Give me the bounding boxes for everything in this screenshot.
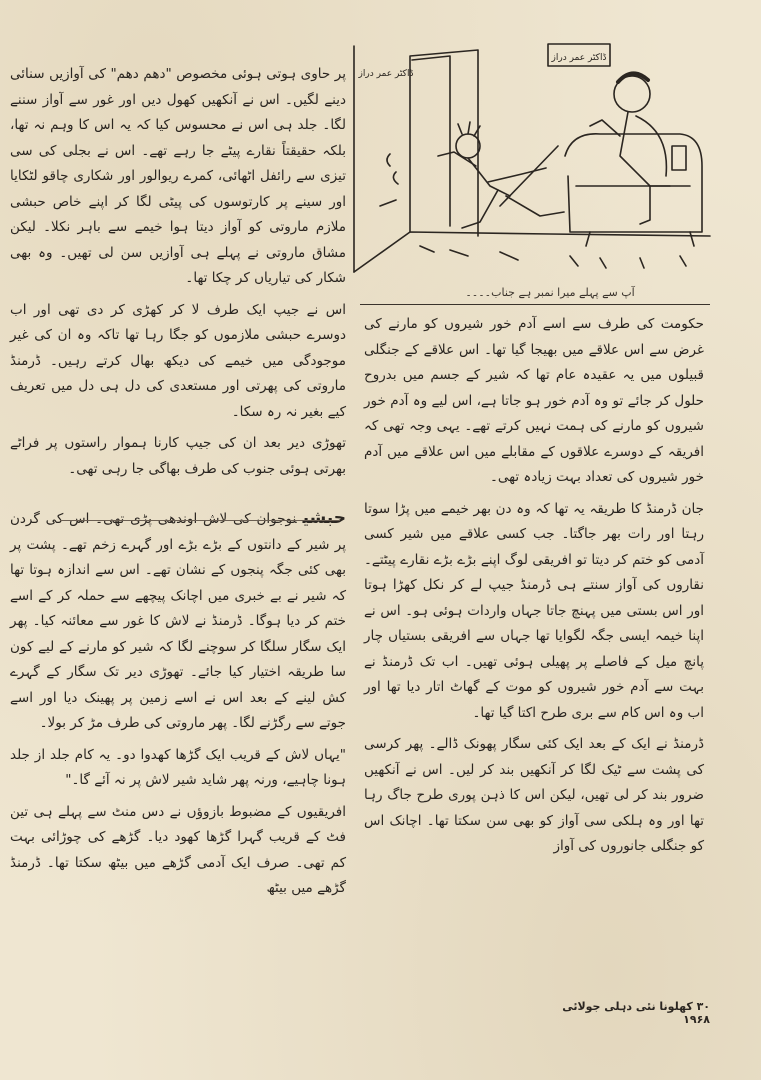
left-paragraph-2: اس نے جیپ ایک طرف لا کر کھڑی کر دی تھی اور اب دوسرے حبشی ملازموں کو جگا رہا تھا تاکہ وہ ان کی غیر موجودگی میں خیمے کی دیکھ بھال کرتے رہیں۔ ڈرمنڈ ماروتی کی پھرتی اور مستعدی کی دل ہی دل میں تعریف کیے بغیر نہ رہ سکا۔ xyxy=(10,301,346,420)
cartoon-drawing xyxy=(350,36,712,284)
section-paragraph-text: نوجوان کی لاش اوندھی پڑی تھی۔ اس کی گردن پر شیر کے دانتوں کے بڑے بڑے اور گہرے زخم تھے۔ پشت پر بھی کئی جگہ پنجوں کے نشان تھے۔ اس سے اندازہ ہوتا تھا کہ شیر نے بے خبری میں اچانک پیچھے سے حملہ کر کے اسے ختم کر دیا ہوگا۔ ڈرمنڈ نے لاش کا غور سے معائنہ کیا۔ پھر ایک سگار سلگا کر سوچنے لگا کہ شیر کو مارنے کے لیے کون سا طریقہ اختیار کیا جائے۔ تھوڑی دیر تک سگار کے گہرے کش لینے کے بعد اس نے اسے زمین پر پھینک دیا اور اسے جوتے سے رگڑنے لگا۔ پھر ماروتی کی طرف مڑ کر بولا۔ xyxy=(10,511,346,731)
right-paragraph-1: حکومت کی طرف سے اسے آدم خور شیروں کو مارنے کی غرض سے اس علاقے میں بھیجا گیا تھا۔ اس علاقے کے جنگلی قبیلوں میں یہ عقیدہ عام تھا کہ شیر کے جسم میں بدروح حلول کر جائے تو وہ آدم خور ہو جاتا ہے، اس لیے وہ آدم خور شیروں کو مارنے کی ہمت نہیں کرتے تھے۔ یہی وجہ تھی کہ افریقہ کے دوسرے علاقوں کے مقابلے میں اس علاقے میں آدم خور شیروں کی تعداد بہت زیادہ تھی۔ xyxy=(364,316,704,485)
right-paragraph-2: جان ڈرمنڈ کا طریقہ یہ تھا کہ وہ دن بھر خیمے میں پڑا سوتا رہتا اور رات بھر جاگتا۔ جب کسی علاقے میں شیر کسی آدمی کو ختم کر دیتا تو افریقی لوگ اپنے بڑے بڑے نقارے پیٹتے۔ نقاروں کی آواز سنتے ہی ڈرمنڈ جیپ لے کر نکل کھڑا ہوتا اور اس بستی میں پہنچ جاتا جہاں واردات ہوئی ہو۔ اس نے اپنا خیمہ ایسی جگہ لگوایا تھا جہاں سے افریقی بستیاں چار پانچ میل کے فاصلے پر پھیلی ہوئی تھیں۔ اب تک ڈرمنڈ نے بہت سے آدم خور شیروں کو موت کے گھاٹ اتار دیا تھا اور اب وہ اس کام سے بری طرح اکتا گیا تھا۔ xyxy=(364,500,704,721)
right-column xyxy=(364,312,704,866)
section-break xyxy=(10,488,346,506)
cartoon-illustration xyxy=(350,36,712,284)
right-paragraph-3: ڈرمنڈ نے ایک کے بعد ایک کئی سگار پھونک ڈالے۔ پھر کرسی کی پشت سے ٹیک لگا کر آنکھیں بند کر لیں۔ اس نے آنکھیں ضرور بند کر لی تھیں، لیکن اس کا ذہن پوری طرح جاگ رہا تھا اور وہ ہلکی سی آواز کو بھی سن سکتا تھا۔ اچانک اس کو جنگلی جانوروں کی آواز xyxy=(364,736,704,854)
right-column-divider xyxy=(360,304,710,305)
section-start-word: حبشی xyxy=(302,508,346,528)
left-column xyxy=(10,62,346,908)
left-paragraph-3: تھوڑی دیر بعد ان کی جیپ کارنا ہموار راستوں پر فراٹے بھرتی ہوئی جنوب کی طرف بھاگی جا رہی تھی۔ xyxy=(10,435,346,477)
left-section-paragraph-1 xyxy=(10,506,346,737)
left-section-paragraph-2: "یہاں لاش کے قریب ایک گڑھا کھدوا دو۔ یہ کام جلد از جلد ہونا چاہیے، ورنہ پھر شاید شیر لاش پر نہ آئے گا۔" xyxy=(10,746,346,788)
door-text: ڈاکٹر عمر دراز xyxy=(358,69,414,79)
cartoon-caption: آپ سے پہلے میرا نمبر ہے جناب۔۔۔۔ xyxy=(465,286,635,299)
left-section-divider xyxy=(60,520,340,521)
sign-text: ڈاکٹر عمر دراز xyxy=(551,53,607,63)
left-section-paragraph-3: افریقیوں کے مضبوط بازوؤں نے دس منٹ سے پہلے ہی تین فٹ کے قریب گہرا گڑھا کھود دیا۔ گڑھے کی چوڑائی بہت کم تھی۔ صرف ایک آدمی گڑھے میں بیٹھ سکتا تھا۔ ڈرمنڈ گڑھے میں بیٹھ xyxy=(10,803,346,896)
page-footer: ۳۰ کھلونا نئی دہلی جولائی ۱۹۶۸ xyxy=(562,1000,710,1026)
left-paragraph-1: پر حاوی ہوتی ہوئی مخصوص "دھم دھم" کی آوازیں سنائی دینے لگیں۔ اس نے آنکھیں کھول دیں اور غور سے آواز سننے لگا۔ جلد ہی اس نے محسوس کیا کہ یہ اس کا وہم نہ تھا، بلکہ حقیقتاً نقارے پیٹے جا رہے تھے۔ اس نے بجلی کی سی تیزی سے رائفل اٹھائی، کمرے ریوالور اور شکاری چاقو لٹکایا اور سینے پر کارتوسوں کی پیٹی لگا کر اپنے خاص حبشی ملازم ماروتی کو آواز دیتا ہوا خیمے سے باہر نکلا۔ لیکن مشاق ماروتی نے پہلے ہی آوازیں سن لی تھیں۔ وہ بھی شکار کی تیاریاں کر چکا تھا۔ xyxy=(10,66,346,286)
